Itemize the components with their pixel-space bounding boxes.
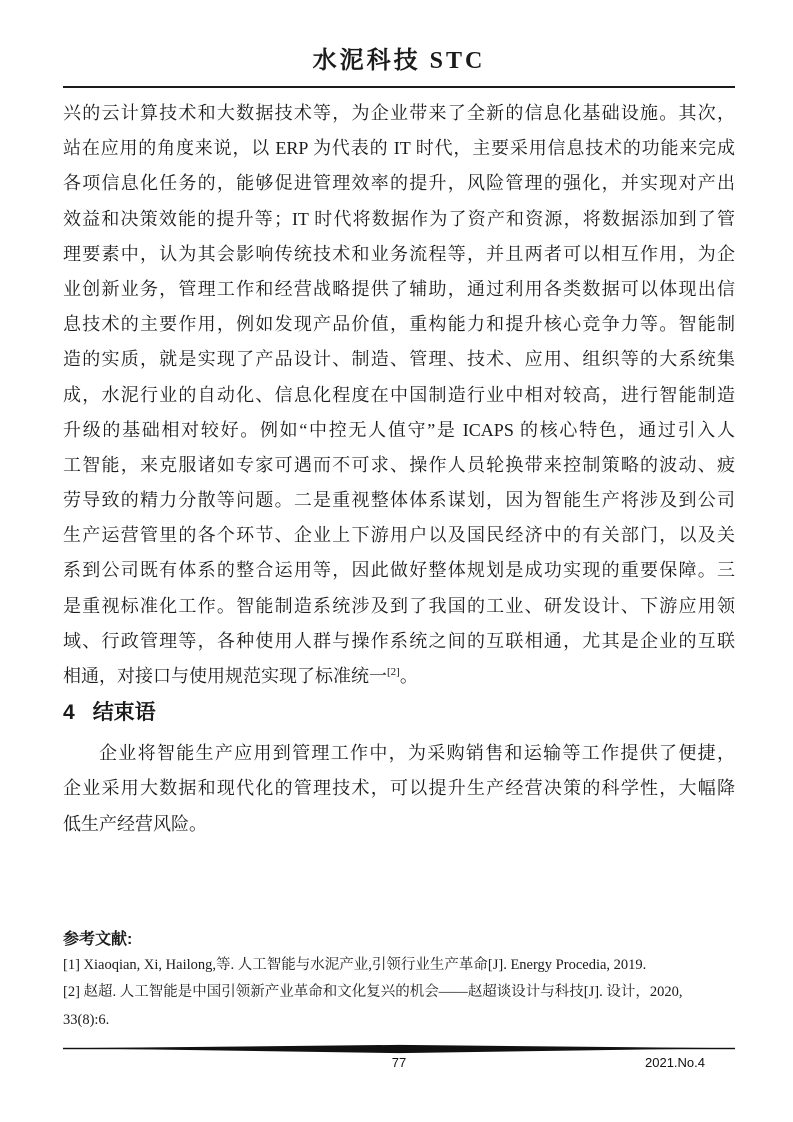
- body-line: 成，水泥行业的自动化、信息化程度在中国制造行业中相对较高，进行智能制造: [63, 384, 735, 405]
- reference-line: [2] 赵超. 人工智能是中国引领新产业革命和文化复兴的机会——赵超谈设计与科技[J]. 设计，2020,: [63, 984, 683, 1001]
- references-heading: 参考文献:: [63, 930, 133, 948]
- header-rule: [63, 86, 735, 88]
- journal-title: 水泥科技 STC: [312, 48, 486, 74]
- body-line: 域、行政管理等，各种使用人群与操作系统之间的互联相通，尤其是企业的互联: [63, 630, 735, 651]
- body-line: 兴的云计算技术和大数据技术等，为企业带来了全新的信息化基础设施。其次，: [63, 103, 735, 123]
- article-body: [63, 96, 735, 1034]
- section-title: 结束语: [92, 701, 156, 725]
- last-line-period: 。: [399, 666, 418, 686]
- section-heading: [63, 699, 735, 727]
- footer-row: [63, 1055, 735, 1073]
- body-line: 生产运营管里的各个环节、企业上下游用户以及国民经济中的有关部门，以及关: [63, 525, 735, 546]
- body-line: 企业将智能生产应用到管理工作中，为采购销售和运输等工作提供了便捷，: [99, 743, 735, 764]
- footer-rule: [63, 1044, 735, 1054]
- paragraph-1-last-line: [63, 659, 735, 694]
- body-line: 效益和决策效能的提升等；IT 时代将数据作为了资产和资源，将数据添加到了管: [63, 208, 735, 229]
- reference-line: 33(8):6.: [63, 1011, 110, 1028]
- page-footer: [63, 1044, 735, 1073]
- last-line-text: 相通，对接口与使用规范实现了标准统一: [63, 666, 387, 686]
- body-line: 低生产经营风险。: [63, 813, 207, 834]
- references-section: [63, 928, 735, 1035]
- section-number: 4: [63, 701, 75, 725]
- conclusion-paragraph: [63, 736, 735, 842]
- issue-number: 2021.No.4: [645, 1055, 705, 1070]
- body-line: 各项信息化任务的，能够促进管理效率的提升，风险管理的强化，并实现对产出: [63, 173, 735, 194]
- body-line: 理要素中，认为其会影响传统技术和业务流程等，并且两者可以相互作用，为企: [63, 243, 735, 264]
- paragraph-1: [63, 96, 735, 659]
- reference-line: [1] Xiaoqian, Xi, Hailong,等. 人工智能与水泥产业,引领行业生产革命[J]. Energy Procedia, 2019.: [63, 956, 647, 973]
- body-line: 企业采用大数据和现代化的管理技术，可以提升生产经营决策的科学性，大幅降: [63, 778, 735, 799]
- references-list: [63, 952, 735, 1035]
- body-line: 造的实质，就是实现了产品设计、制造、管理、技术、应用、组织等的大系统集: [63, 349, 735, 370]
- body-line: 升级的基础相对较好。例如“中控无人值守”是 ICAPS 的核心特色，通过引入人: [63, 419, 735, 440]
- body-line: 系到公司既有体系的整合运用等，因此做好整体规划是成功实现的重要保障。三: [63, 560, 735, 581]
- citation-superscript: [2]: [387, 666, 400, 678]
- body-line: 站在应用的角度来说，以 ERP 为代表的 IT 时代，主要采用信息技术的功能来完成: [63, 138, 735, 159]
- page-content: [63, 0, 735, 1034]
- page-number: 77: [391, 1055, 407, 1070]
- body-line: 业创新业务，管理工作和经营战略提供了辅助，通过利用各类数据可以体现出信: [63, 278, 735, 299]
- body-line: 工智能，来克服诸如专家可遇而不可求、操作人员轮换带来控制策略的波动、疲: [63, 454, 735, 475]
- body-line: 劳导致的精力分散等问题。二是重视整体体系谋划，因为智能生产将涉及到公司: [63, 490, 735, 511]
- body-line: 是重视标准化工作。智能制造系统涉及到了我国的工业、研发设计、下游应用领: [63, 595, 735, 616]
- body-line: 息技术的主要作用，例如发现产品价值，重构能力和提升核心竞争力等。智能制: [63, 314, 735, 335]
